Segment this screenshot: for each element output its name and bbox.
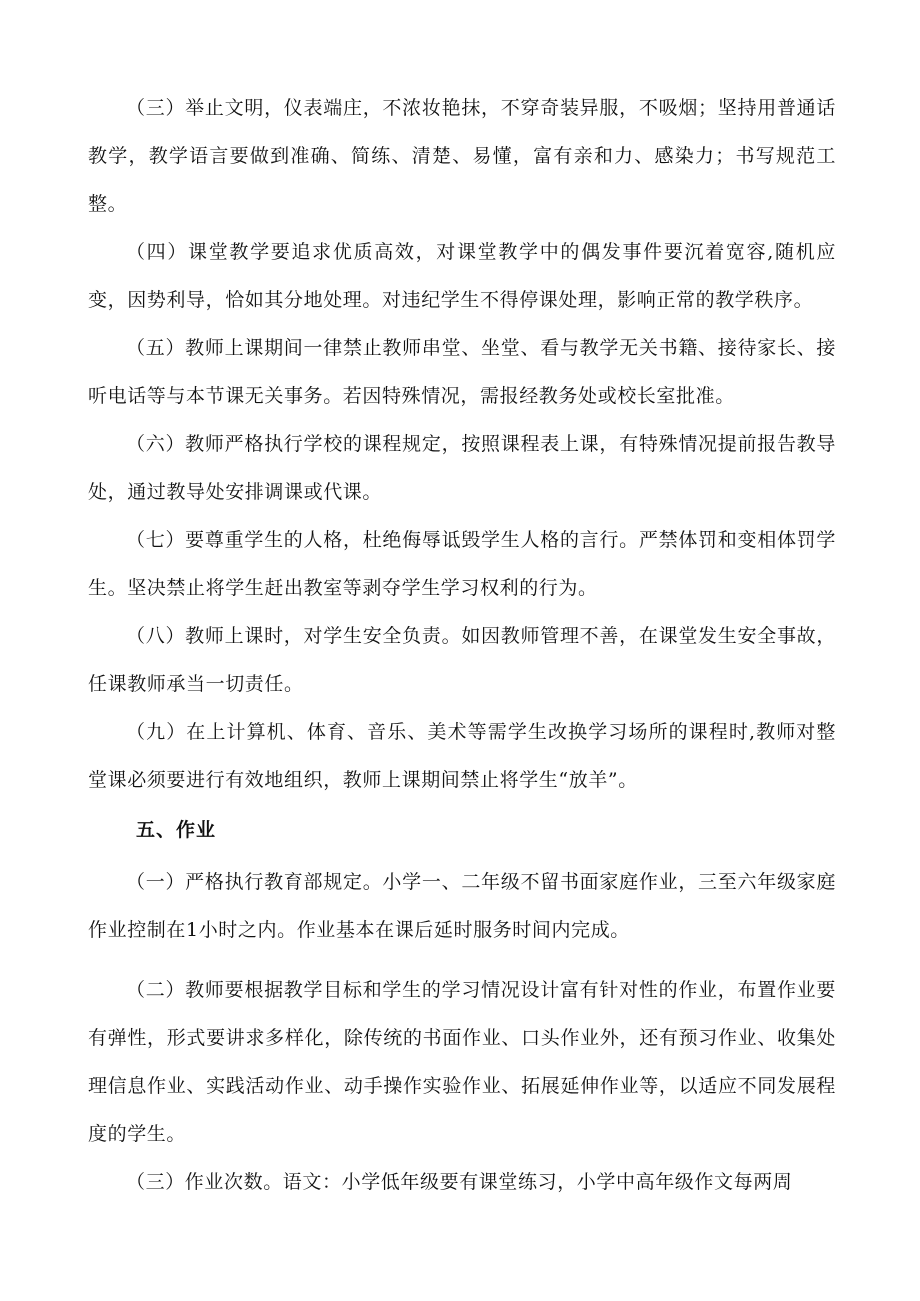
paragraph-3-conduct: （三）举止文明，仪表端庄，不浓妆艳抹，不穿奇装异服，不吸烟；坚持用普通话教学，教学语言要做到准确、简练、清楚、易懂，富有亲和力、感染力；书写规范工整。 <box>88 97 836 215</box>
paragraph-6-curriculum: （六）教师严格执行学校的课程规定，按照课程表上课，有特殊情况提前报告教导处，通过教导处安排调课或代课。 <box>88 433 836 503</box>
paragraph-homework-3: （三）作业次数。语文：小学低年级要有课堂练习，小学中高年级作文每两周 <box>126 1171 793 1193</box>
paragraph-8-safety: （八）教师上课时，对学生安全负责。如因教师管理不善，在课堂发生安全事故，任课教师承当一切责任。 <box>88 625 836 695</box>
section-heading-homework: 五、作业 <box>136 819 217 841</box>
paragraph-homework-2: （二）教师要根据教学目标和学生的学习情况设计富有针对性的作业，布置作业要有弹性，形式要讲求多样化，除传统的书面作业、口头作业外，还有预习作业、收集处理信息作业、实践活动作业、动手操作实验作业、拓展延伸作业等，以适应不同发展程度的学生。 <box>88 979 836 1145</box>
paragraph-homework-1: （一）严格执行教育部规定。小学一、二年级不留书面家庭作业，三至六年级家庭作业控制在1小时之内。作业基本在课后延时服务时间内完成。 <box>88 871 836 941</box>
paragraph-4-classroom-efficiency: （四）课堂教学要追求优质高效，对课堂教学中的偶发事件要沉着宽容,随机应变，因势利导，恰如其分地处理。对违纪学生不得停课处理，影响正常的教学秩序。 <box>88 241 836 311</box>
paragraph-7-respect-students: （七）要尊重学生的人格，杜绝侮辱诋毁学生人格的言行。严禁体罚和变相体罚学生。坚决禁止将学生赶出教室等剥夺学生学习权利的行为。 <box>88 529 836 599</box>
paragraph-9-special-classes: （九）在上计算机、体育、音乐、美术等需学生改换学习场所的课程时,教师对整堂课必须要进行有效地组织，教师上课期间禁止将学生“放羊”。 <box>88 721 836 791</box>
paragraph-5-prohibited-activities: （五）教师上课期间一律禁止教师串堂、坐堂、看与教学无关书籍、接待家长、接听电话等与本节课无关事务。若因特殊情况，需报经教务处或校长室批准。 <box>88 337 836 407</box>
